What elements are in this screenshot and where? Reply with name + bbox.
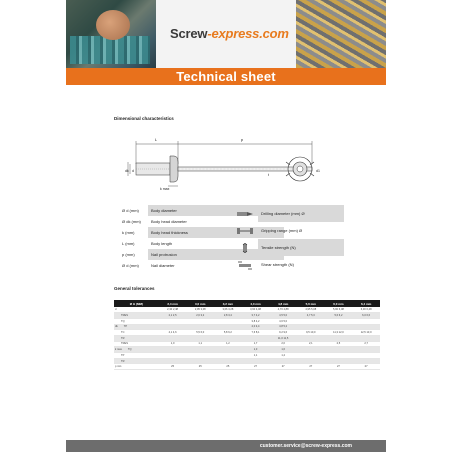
header-cell: 4,0 mm [242, 300, 270, 307]
table-cell: 5,90 6,08 [325, 307, 353, 313]
header-cell: 4,8 mm [269, 300, 297, 307]
row-label-main: d [115, 308, 117, 312]
char-label: Body head thickness [148, 227, 284, 238]
table-cell: 1,4 [269, 353, 297, 359]
row-label-sub: TQ [121, 319, 125, 323]
strength-row [232, 205, 344, 222]
table-cell: 27 [297, 364, 325, 370]
row-label-sub: TR [121, 336, 125, 340]
table-cell: 2,0 [269, 341, 297, 347]
table-cell: 4,6 5,0 [269, 318, 297, 324]
strength-label: Shear strength (N) [261, 262, 294, 267]
label-k-max: k max [160, 187, 170, 191]
header-cell: 6,0 mm [325, 300, 353, 307]
char-label: Body diameter [148, 205, 284, 216]
row-label-sub: TR [121, 359, 125, 363]
header-cell: 5,0 mm [297, 300, 325, 307]
table-cell: 9,5 10,0 [297, 330, 325, 336]
table-cell: 12,5 13,0 [352, 330, 380, 336]
table-cell: 2,95 3,08 [186, 307, 214, 313]
table-cell: 1,1 [186, 341, 214, 347]
header-photo-tools [66, 0, 156, 68]
row-label-sub: TQ [127, 348, 132, 352]
table-cell: 7,6 8,1 [242, 330, 270, 336]
header-cell: 2,4 mm [159, 300, 187, 307]
table-cell: 1,7 [242, 341, 270, 347]
table-cell: 11,3 12,0 [325, 330, 353, 336]
label-dk: dk [125, 169, 129, 173]
brand-logo[interactable] [170, 26, 289, 41]
tensile-icon [232, 239, 258, 256]
char-label: Nail diameter [148, 260, 284, 271]
char-label: Body length [148, 238, 284, 249]
table-cell: 2,5 [325, 341, 353, 347]
table-cell: 2,6 3,2 [186, 313, 214, 319]
table-cell: 4,0 4,4 [242, 324, 270, 330]
char-symbol: Ø d (mm) [122, 208, 139, 213]
row-label-sub: TP [121, 353, 125, 357]
header-photo-screws [296, 0, 386, 68]
table-cell: 2,7 [352, 341, 380, 347]
table-cell: 2,1 [297, 341, 325, 347]
header-cell: 3,2 mm [214, 300, 242, 307]
label-d: d [132, 169, 134, 173]
table-row [114, 364, 380, 370]
table-cell: 1,0 [159, 341, 187, 347]
table-cell: 4,7 5,3 [297, 313, 325, 319]
strength-label: Drilling diameter (mm) Ø [258, 205, 344, 222]
hand-image [96, 10, 130, 40]
table-cell: 3,7 4,2 [242, 313, 270, 319]
table-cell: 25 [159, 364, 187, 370]
row-label-sub: TRES [121, 342, 128, 346]
table-cell: 5,6 6,2 [325, 313, 353, 319]
table-cell: 25 [186, 364, 214, 370]
table-cell: 4,8 5,2 [269, 324, 297, 330]
strength-row [232, 222, 344, 239]
contact-email-link[interactable]: customer.service@screw-express.com [259, 443, 352, 449]
label-p: p [240, 137, 244, 142]
label-L: L [154, 137, 158, 142]
row-label-sub: TC [121, 331, 125, 335]
footer-bar [66, 440, 386, 452]
table-cell: 6,0 6,6 [352, 313, 380, 319]
table-cell: 1,1 [242, 353, 270, 359]
table-cell: 4,95 5,08 [297, 307, 325, 313]
logo-accent: -express.com [207, 26, 289, 41]
table-cell: 2,8 3,4 [214, 313, 242, 319]
header-banner [66, 0, 386, 68]
strength-label: Gripping range (mm) Ø [261, 228, 303, 233]
label-d1: d1 [316, 169, 320, 173]
row-label-main: p min [115, 365, 122, 369]
table-cell: 1,3 [242, 347, 270, 353]
table-cell: 9,2 9,6 [269, 330, 297, 336]
char-label: Body head diameter [148, 216, 284, 227]
header-cell: 3,0 mm [186, 300, 214, 307]
table-cell: 1,6 [269, 347, 297, 353]
table-cell: 4,5 5,0 [269, 313, 297, 319]
table-cell: 27 [325, 364, 353, 370]
technical-sheet-page [66, 0, 386, 452]
tolerances-table [114, 300, 380, 370]
strength-row [232, 239, 344, 256]
tolerances-header-row [114, 300, 380, 307]
table-cell: 2,30 2,48 [159, 307, 187, 313]
table-cell: 27 [269, 364, 297, 370]
char-symbol: p (mm) [122, 252, 135, 257]
table-cell: 3,90 4,08 [242, 307, 270, 313]
table-cell: 3,06 3,28 [214, 307, 242, 313]
table-cell: 25 [214, 364, 242, 370]
strength-row [232, 256, 344, 273]
strength-table [232, 205, 344, 273]
table-cell: 5,5 6,0 [186, 330, 214, 336]
table-cell: 27 [352, 364, 380, 370]
char-symbol: L (mm) [122, 241, 135, 246]
dimensional-title: Dimensional characteristics [114, 116, 174, 121]
gripping-range-icon [232, 222, 258, 239]
shear-icon [232, 256, 258, 273]
char-symbol: k (mm) [122, 230, 135, 235]
char-label: Nail protrusion [148, 249, 284, 260]
row-label-main: k max [115, 348, 122, 352]
char-symbol: Ø d (mm) [122, 263, 139, 268]
row-label-sub: TP [123, 325, 128, 329]
strength-label: Tensile strength (N) [258, 239, 344, 256]
tolerances-title: General tolerances [114, 286, 155, 291]
logo-main: Screw [170, 26, 208, 41]
header-cell: 6,4 mm [352, 300, 380, 307]
table-cell: 1,2 [214, 341, 242, 347]
char-symbol: Ø dk (mm) [122, 219, 141, 224]
label-t: t [268, 173, 269, 177]
drill-icon [232, 205, 258, 222]
table-cell: 4,70 4,88 [269, 307, 297, 313]
table-cell: 2,1 2,5 [159, 313, 187, 319]
page-title: Technical sheet [66, 68, 386, 85]
table-cell: 6,30 6,48 [352, 307, 380, 313]
table-cell: 3,8 4,2 [242, 318, 270, 324]
table-cell: 5,8 6,2 [214, 330, 242, 336]
row-label [114, 364, 159, 370]
table-cell: 11,0 11,5 [269, 335, 297, 341]
rivet-diagram [122, 128, 332, 200]
table-cell: 4,1 4,6 [159, 330, 187, 336]
row-label-main: dk [115, 325, 118, 329]
row-label-sub: TRES [121, 314, 128, 318]
table-cell: 27 [242, 364, 270, 370]
header-cell: Ø H (MM) [114, 300, 159, 307]
tool-box-image [70, 36, 150, 64]
tolerances-body [114, 307, 380, 370]
